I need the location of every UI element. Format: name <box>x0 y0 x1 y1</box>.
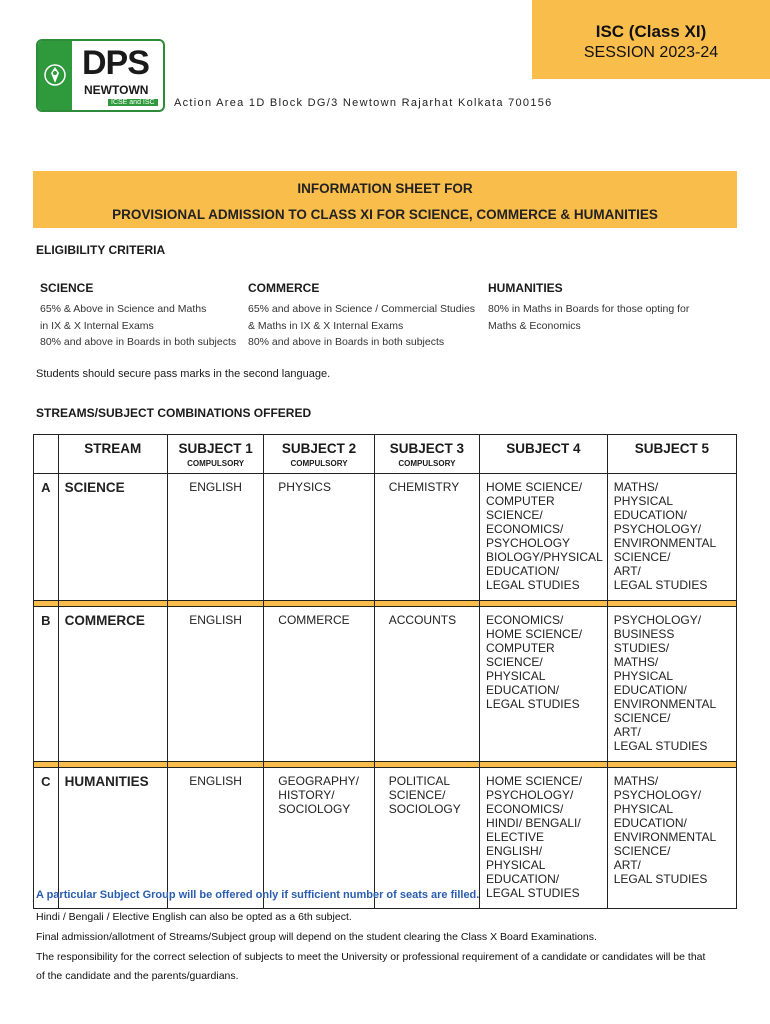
session-title: ISC (Class XI) <box>595 22 707 41</box>
criteria-line: 80% in Maths in Boards for those opting for <box>488 303 690 315</box>
subject-option: EDUCATION/ <box>613 816 687 830</box>
logo-text: DPS <box>82 44 149 82</box>
subject-4-cell <box>480 607 608 762</box>
header-stream <box>58 435 167 474</box>
subject-option: MATHS/ <box>613 774 659 788</box>
school-emblem-icon <box>43 61 67 89</box>
stream-name: COMMERCE <box>58 607 167 762</box>
subject-option: LEGAL STUDIES <box>613 872 708 886</box>
logo-newtown: NEWTOWN <box>84 83 149 97</box>
header-label: STREAM <box>84 441 142 456</box>
table-row <box>34 607 737 762</box>
subject-option: LEGAL STUDIES <box>486 697 580 711</box>
header-label: SUBJECT 5 <box>634 441 710 456</box>
header-subject-2 <box>264 435 374 474</box>
banner-subtitle: PROVISIONAL ADMISSION TO CLASS XI FOR SCIENCE, COMMERCE & HUMANITIES <box>112 207 658 222</box>
criteria-line: in IX & X Internal Exams <box>40 319 154 332</box>
subject-2-cell: COMMERCE <box>264 607 374 762</box>
subject-option: SCIENCE/ <box>613 844 671 858</box>
subject-option: EDUCATION/ <box>613 508 687 522</box>
subject-option: PSYCHOLOGY/ <box>613 788 702 802</box>
final-admission-note: Final admission/allotment of Streams/Subject group will depend on the student clearing the Class X Board Examinations. <box>36 931 597 943</box>
subject-option: ENVIRONMENTAL <box>613 830 717 844</box>
row-letter: C <box>34 768 59 909</box>
subject-option: LEGAL STUDIES <box>613 739 708 753</box>
responsibility-note: The responsibility for the correct selection of subjects to meet the University or professional requirement of a candidate or candidates will be that <box>36 951 706 963</box>
subject-option: EDUCATION/ <box>613 683 687 697</box>
subject-option: ART/ <box>613 858 641 872</box>
subject-option: HISTORY/ <box>278 788 335 802</box>
science-criteria <box>40 301 236 351</box>
streams-heading: STREAMS/SUBJECT COMBINATIONS OFFERED <box>36 406 312 420</box>
subject-option: EDUCATION/ <box>486 872 560 886</box>
row-letter: B <box>34 607 59 762</box>
criteria-line: 65% and above in Science / Commercial Studies <box>248 303 476 315</box>
subject-option: PSYCHOLOGY/ <box>613 522 702 536</box>
subject-option: BIOLOGY/PHYSICAL <box>486 550 603 564</box>
subject-3-cell <box>374 768 479 909</box>
subject-option: SOCIOLOGY <box>278 802 351 816</box>
responsibility-note-cont: of the candidate and the parents/guardians. <box>36 970 239 982</box>
subject-option: EDUCATION/ <box>486 683 560 697</box>
sixth-subject-note: Hindi / Bengali / Elective English can also be opted as a 6th subject. <box>36 911 352 923</box>
subject-option: MATHS/ <box>613 655 659 669</box>
school-logo <box>36 39 165 112</box>
subject-1-cell: ENGLISH <box>167 474 263 601</box>
subject-4-cell <box>480 474 608 601</box>
school-address: Action Area 1D Block DG/3 Newtown Rajarhat Kolkata 700156 <box>174 97 553 109</box>
subject-option: HINDI/ BENGALI/ <box>486 816 581 830</box>
subject-option: PHYSICAL <box>486 669 546 683</box>
subject-option: PHYSICAL <box>613 802 674 816</box>
criteria-line: 65% & Above in Science and Maths <box>40 303 207 315</box>
header-label: SUBJECT 2 <box>281 441 357 456</box>
subject-option: LEGAL STUDIES <box>613 578 708 592</box>
subject-option: PSYCHOLOGY/ <box>486 788 574 802</box>
table-header-row <box>34 435 737 474</box>
commerce-criteria <box>248 301 475 351</box>
subject-option: ENVIRONMENTAL <box>613 536 717 550</box>
subject-option: ECONOMICS/ <box>486 613 564 627</box>
pass-marks-note: Students should secure pass marks in the second language. <box>36 368 331 380</box>
subject-option: ENVIRONMENTAL <box>613 697 717 711</box>
logo-board: ICSE and ISC <box>108 99 158 106</box>
compulsory-label: COMPULSORY <box>290 459 348 468</box>
session-year: SESSION 2023-24 <box>583 44 719 61</box>
subject-4-cell <box>480 768 608 909</box>
subject-5-cell <box>607 607 736 762</box>
subject-option: LEGAL STUDIES <box>486 578 580 592</box>
subject-option: ELECTIVE ENGLISH/ <box>486 830 545 858</box>
subject-3-cell: CHEMISTRY <box>374 474 479 601</box>
subject-2-cell: PHYSICS <box>264 474 374 601</box>
header-label: SUBJECT 3 <box>389 441 465 456</box>
commerce-criteria-title: COMMERCE <box>248 281 320 295</box>
stream-name: HUMANITIES <box>58 768 167 909</box>
subject-option: ECONOMICS/ <box>486 522 564 536</box>
subject-option: SCIENCE/ <box>613 711 671 725</box>
subject-1-cell: ENGLISH <box>167 768 263 909</box>
subject-option: COMPUTER <box>486 494 555 508</box>
table-row <box>34 768 737 909</box>
subject-option: ART/ <box>613 725 641 739</box>
criteria-line: & Maths in IX & X Internal Exams <box>248 319 404 332</box>
header-letter <box>34 435 59 474</box>
subject-option: COMPUTER <box>486 641 555 655</box>
subject-option: STUDIES/ <box>613 641 670 655</box>
stream-name: SCIENCE <box>58 474 167 601</box>
subject-option: HOME SCIENCE/ <box>486 627 583 641</box>
header-subject-5 <box>607 435 736 474</box>
subject-option: ECONOMICS/ <box>486 802 564 816</box>
subject-option: SCIENCE/ <box>388 788 446 802</box>
subject-option: ART/ <box>613 564 641 578</box>
subject-3-cell: ACCOUNTS <box>374 607 479 762</box>
subject-1-cell: ENGLISH <box>167 607 263 762</box>
logo-green-panel <box>38 41 72 110</box>
subject-option: SOCIOLOGY <box>388 802 461 816</box>
humanities-criteria-title: HUMANITIES <box>488 281 563 295</box>
header-subject-1 <box>167 435 263 474</box>
header-label: SUBJECT 4 <box>506 441 581 456</box>
subject-option: PSYCHOLOGY <box>486 536 571 550</box>
science-criteria-title: SCIENCE <box>40 281 94 295</box>
eligibility-heading: ELIGIBILITY CRITERIA <box>36 243 166 257</box>
row-letter: A <box>34 474 59 601</box>
streams-table <box>33 434 737 909</box>
subject-option: BUSINESS <box>613 627 675 641</box>
title-banner <box>33 171 737 228</box>
subject-option: HOME SCIENCE/ <box>486 774 583 788</box>
header-subject-3 <box>374 435 479 474</box>
seats-note: A particular Subject Group will be offered only if sufficient number of seats are filled. <box>36 889 480 901</box>
header-subject-4 <box>480 435 608 474</box>
subject-5-cell <box>607 474 736 601</box>
subject-option: PSYCHOLOGY/ <box>613 613 702 627</box>
table-row <box>34 474 737 601</box>
subject-option: SCIENCE/ <box>486 655 543 669</box>
subject-option: LEGAL STUDIES <box>486 886 580 900</box>
session-box <box>532 0 770 79</box>
humanities-criteria <box>488 301 689 334</box>
subject-option: GEOGRAPHY/ <box>278 774 359 788</box>
header-label: SUBJECT 1 <box>178 441 253 456</box>
subject-option: EDUCATION/ <box>486 564 560 578</box>
subject-option: HOME SCIENCE/ <box>486 480 583 494</box>
criteria-line: 80% and above in Boards in both subjects <box>248 336 445 348</box>
subject-2-cell <box>264 768 374 909</box>
subject-option: SCIENCE/ <box>486 508 543 522</box>
subject-option: POLITICAL <box>388 774 451 788</box>
compulsory-label: COMPULSORY <box>187 459 245 468</box>
subject-option: PHYSICAL <box>486 858 546 872</box>
subject-option: PHYSICAL <box>613 669 674 683</box>
criteria-line: 80% and above in Boards in both subjects <box>40 336 237 348</box>
subject-option: SCIENCE/ <box>613 550 671 564</box>
criteria-line: Maths & Economics <box>488 319 581 332</box>
subject-option: MATHS/ <box>613 480 659 494</box>
subject-5-cell <box>607 768 736 909</box>
subject-option: PHYSICAL <box>613 494 674 508</box>
compulsory-label: COMPULSORY <box>398 459 456 468</box>
banner-title: INFORMATION SHEET FOR <box>297 181 473 196</box>
